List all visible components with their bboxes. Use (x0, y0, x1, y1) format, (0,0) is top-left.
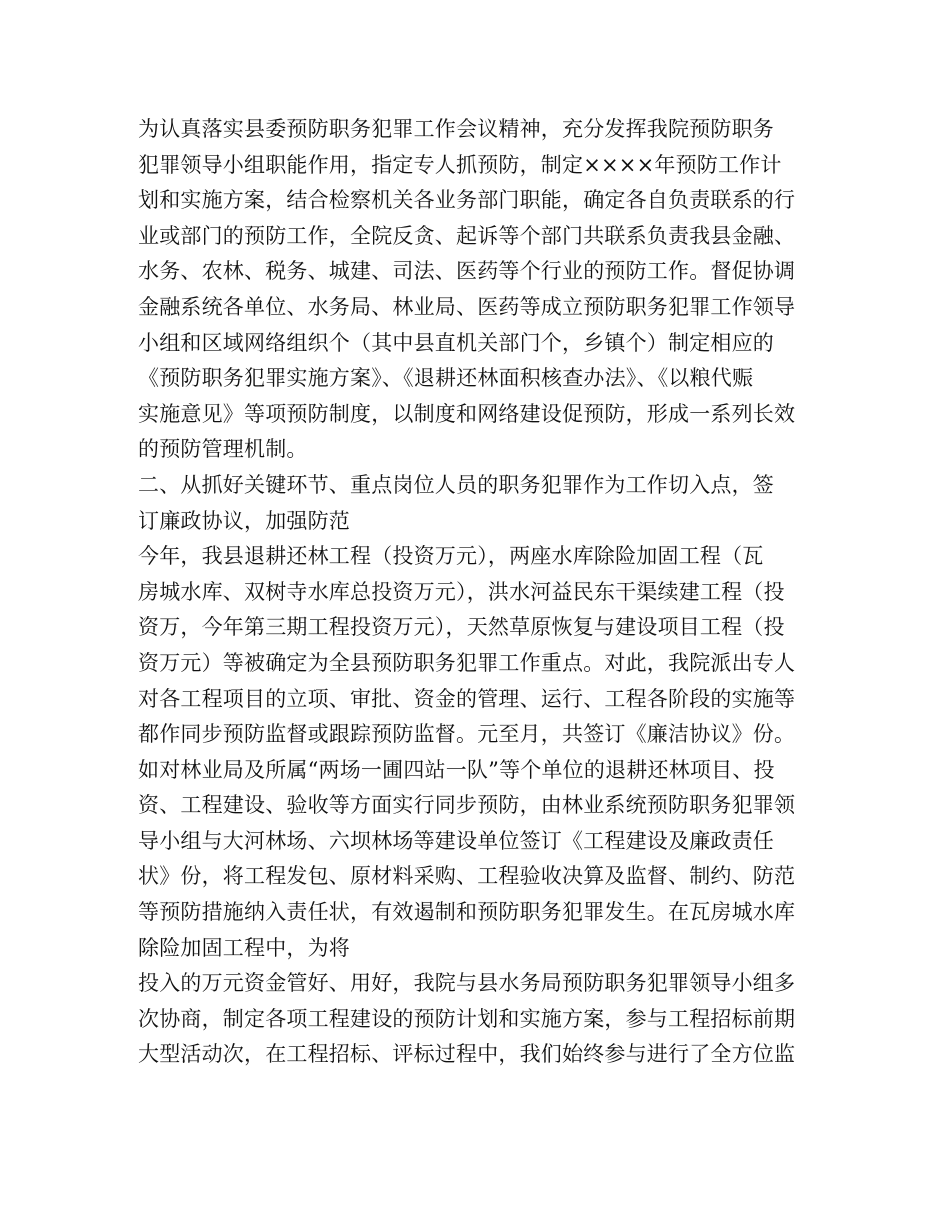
text-line: 划和实施方案，结合检察机关各业务部门职能，确定各自负责联系的行 (138, 188, 796, 213)
text-line: 犯罪领导小组职能作用，指定专人抓预防，制定××××年预防工作计 (138, 152, 782, 177)
text-line: 小组和区域网络组织个（其中县直机关部门个，乡镇个）制定相应的 (138, 330, 774, 355)
section-heading-line: 二、从抓好关键环节、重点岗位人员的职务犯罪作为工作切入点，签 (138, 472, 774, 497)
text-line: 如对林业局及所属“两场一圃四站一队”等个单位的退耕还林项目、投 (138, 757, 775, 782)
text-line: 除险加固工程中，为将 (138, 935, 350, 960)
section-heading-line: 订廉政协议，加强防范 (138, 508, 350, 533)
text-line: 投入的万元资金管好、用好，我院与县水务局预防职务犯罪领导小组多 (138, 971, 796, 996)
text-line: 资万元）等被确定为全县预防职务犯罪工作重点。对此，我院派出专人 (138, 650, 796, 675)
text-line: 资、工程建设、验收等方面实行同步预防，由林业系统预防职务犯罪领 (138, 793, 796, 818)
text-line: 《预防职务犯罪实施方案》、《退耕还林面积核查办法》、《以粮代赈 (138, 366, 754, 391)
text-line: 大型活动次，在工程招标、评标过程中，我们始终参与进行了全方位监 (138, 1042, 796, 1067)
text-line: 次协商，制定各项工程建设的预防计划和实施方案，参与工程招标前期 (138, 1006, 796, 1031)
text-line: 导小组与大河林场、六坝林场等建设单位签订《工程建设及廉政责任 (138, 828, 774, 853)
text-line: 等预防措施纳入责任状，有效遏制和预防职务犯罪发生。在瓦房城水库 (138, 900, 796, 925)
text-line: 房城水库、双树寺水库总投资万元），洪水河益民东干渠续建工程（投 (138, 579, 785, 604)
text-line: 业或部门的预防工作，全院反贪、起诉等个部门共联系负责我县金融、 (138, 223, 796, 248)
text-line: 状》份，将工程发包、原材料采购、工程验收决算及监督、制约、防范 (138, 864, 796, 889)
text-line: 都作同步预防监督或跟踪预防监督。元至月，共签订《廉洁协议》份。 (138, 722, 796, 747)
text-line: 金融系统各单位、水务局、林业局、医药等成立预防职务犯罪工作领导 (138, 294, 796, 319)
text-line: 的预防管理机制。 (138, 437, 308, 462)
text-line: 今年，我县退耕还林工程（投资万元），两座水库除险加固工程（瓦 (138, 544, 764, 569)
text-line: 资万，今年第三期工程投资万元），天然草原恢复与建设项目工程（投 (138, 615, 785, 640)
document-body (138, 112, 818, 1073)
text-line: 对各工程项目的立项、审批、资金的管理、运行、工程各阶段的实施等 (138, 686, 796, 711)
text-line: 为认真落实县委预防职务犯罪工作会议精神，充分发挥我院预防职务 (138, 117, 774, 141)
text-line: 实施意见》等项预防制度，以制度和网络建设促预防，形成一系列长效 (138, 401, 796, 426)
text-line: 水务、农林、税务、城建、司法、医药等个行业的预防工作。督促协调 (138, 259, 796, 284)
